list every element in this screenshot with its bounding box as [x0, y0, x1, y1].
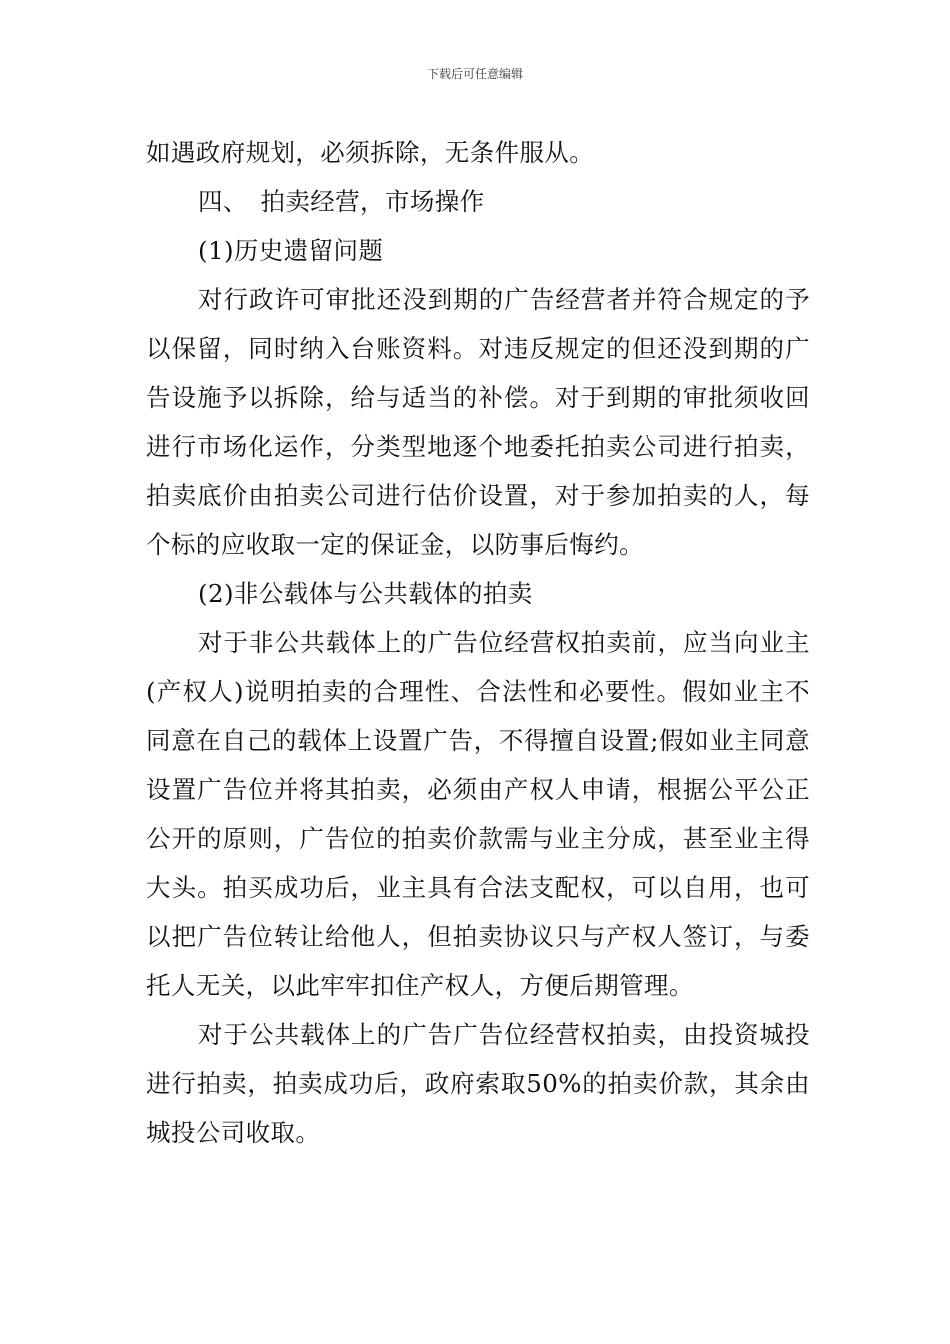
page-header: 下载后可任意编辑: [426, 67, 523, 81]
paragraph-non-public-carrier: 对于非公共载体上的广告位经营权拍卖前，应当向业主(产权人)说明拍卖的合理性、合法性和必要性。假如业主不同意在自己的载体上设置广告，不得擅自设置;假如业主同意设置广告位并将其拍卖，必须由产权人申请，根据公平公正公开的原则，广告位的拍卖价款需与业主分成，甚至业主得大头。拍买成功后，业主具有合法支配权，可以自用，也可以把广告位转让给他人，但拍卖协议只与产权人签订，与委托人无关，以此牢牢扣住产权人，方便后期管理。: [146, 628, 810, 1000]
section-heading: 四、 拍卖经营，市场操作: [198, 187, 485, 216]
subsection-heading-1: (1)历史遗留问题: [198, 236, 384, 265]
document-body: [146, 128, 810, 1157]
paragraph-public-carrier: 对于公共载体上的广告广告位经营权拍卖，由投资城投进行拍卖，拍卖成功后，政府索取50%的拍卖价款，其余由城投公司收取。: [146, 1020, 810, 1147]
subsection-heading-2: (2)非公载体与公共载体的拍卖: [198, 579, 533, 608]
paragraph-historical-issues: 对行政许可审批还没到期的广告经营者并符合规定的予以保留，同时纳入台账资料。对违反规定的但还没到期的广告设施予以拆除，给与适当的补偿。对于到期的审批须收回进行市场化运作，分类型地逐个地委托拍卖公司进行拍卖，拍卖底价由拍卖公司进行估价设置，对于参加拍卖的人，每个标的应收取一定的保证金，以防事后悔约。: [146, 285, 810, 559]
paragraph-continuation: 如遇政府规划，必须拆除，无条件服从。: [146, 138, 595, 167]
